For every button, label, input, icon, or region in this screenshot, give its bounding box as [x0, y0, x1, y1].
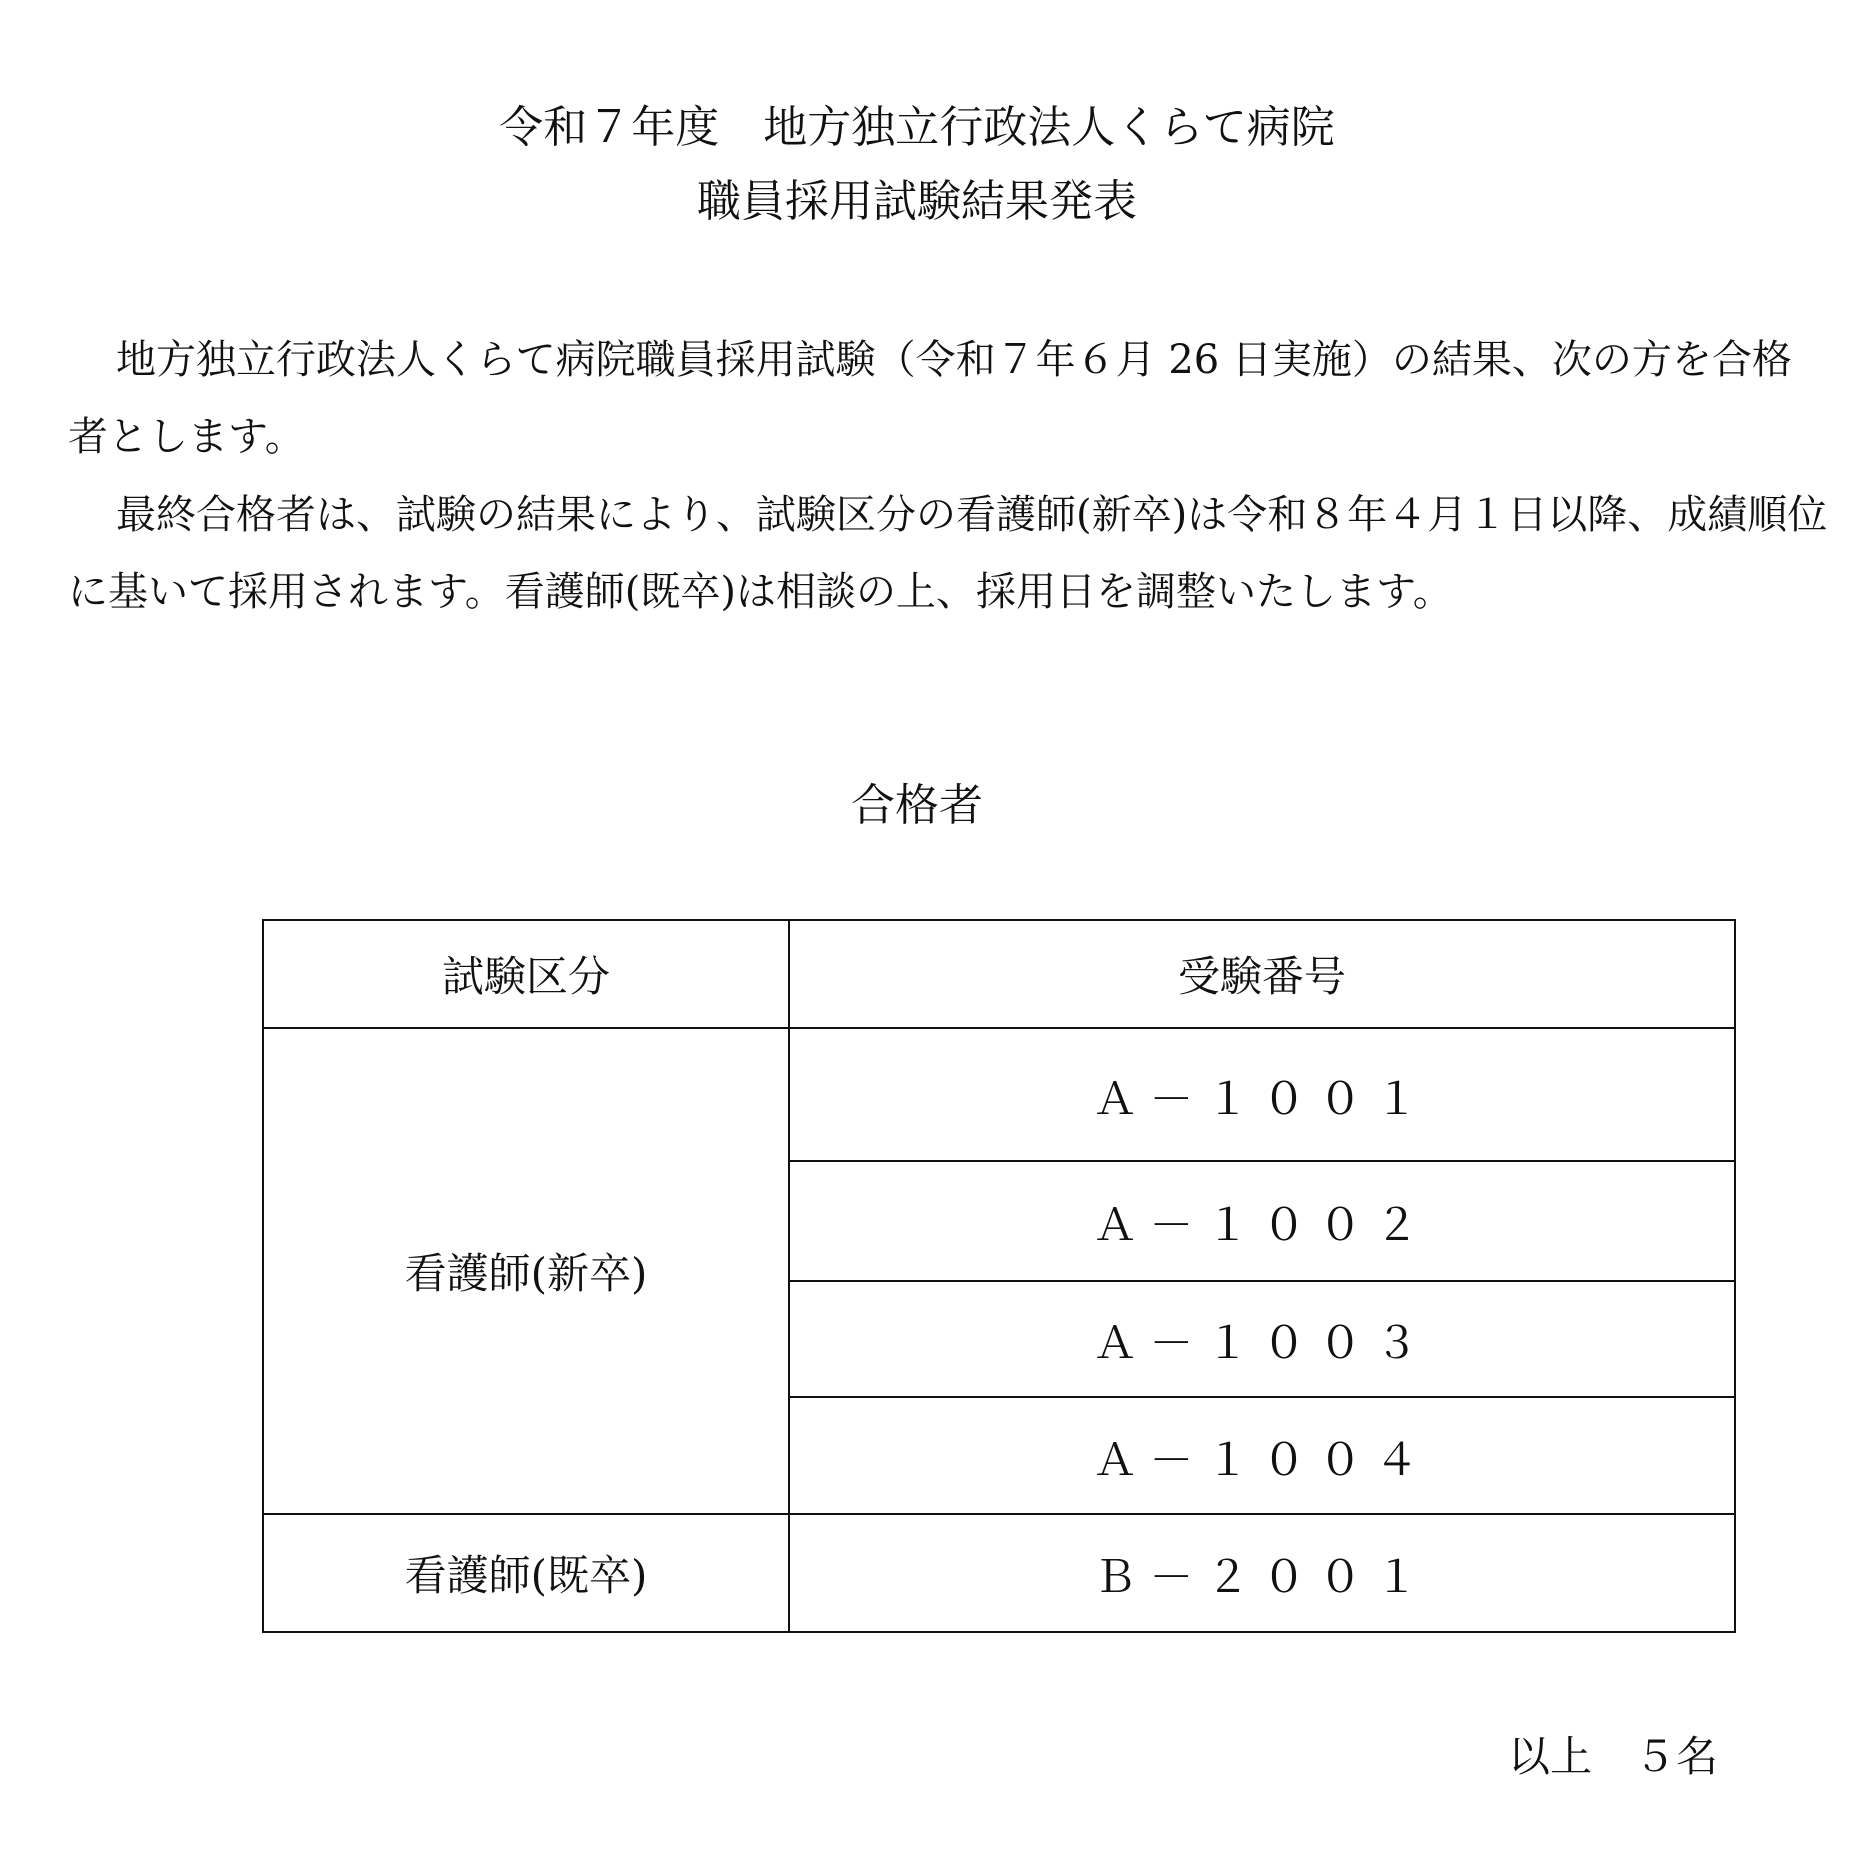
- hiring-paragraph-container: [68, 477, 1828, 631]
- category-cell-new-graduate: 看護師(新卒): [263, 1028, 789, 1514]
- closing-total: 以上 ５名: [1508, 1732, 1719, 1781]
- header-exam-number: 受験番号: [789, 920, 1735, 1028]
- category-cell-experienced: 看護師(既卒): [263, 1514, 789, 1632]
- document-title-line-1: 令和７年度 地方独立行政法人くらて病院: [499, 102, 1335, 153]
- exam-number-cell: Ａ－１００１: [789, 1028, 1735, 1161]
- header-category: 試験区分: [263, 920, 789, 1028]
- intro-paragraph: 地方独立行政法人くらて病院職員採用試験（令和７年６月 26 日実施）の結果、次の方を合格者とします。: [68, 337, 1792, 460]
- exam-number-cell: Ａ－１００３: [789, 1281, 1735, 1397]
- table-row: [263, 1514, 1735, 1632]
- document-title-line-2: 職員採用試験結果発表: [697, 176, 1137, 227]
- hiring-paragraph: 最終合格者は、試験の結果により、試験区分の看護師(新卒)は令和８年４月１日以降、成績順位に基いて採用されます。看護師(既卒)は相談の上、採用日を調整いたします。: [68, 492, 1828, 615]
- table-row: [263, 1028, 1735, 1161]
- results-table: [262, 919, 1736, 1633]
- passers-heading: 合格者: [851, 780, 983, 831]
- exam-number-cell: Ａ－１００２: [789, 1161, 1735, 1281]
- exam-number-cell: Ａ－１００４: [789, 1397, 1735, 1514]
- exam-number-cell: Ｂ－２００１: [789, 1514, 1735, 1632]
- intro-paragraph-container: [68, 322, 1828, 476]
- table-header-row: [263, 920, 1735, 1028]
